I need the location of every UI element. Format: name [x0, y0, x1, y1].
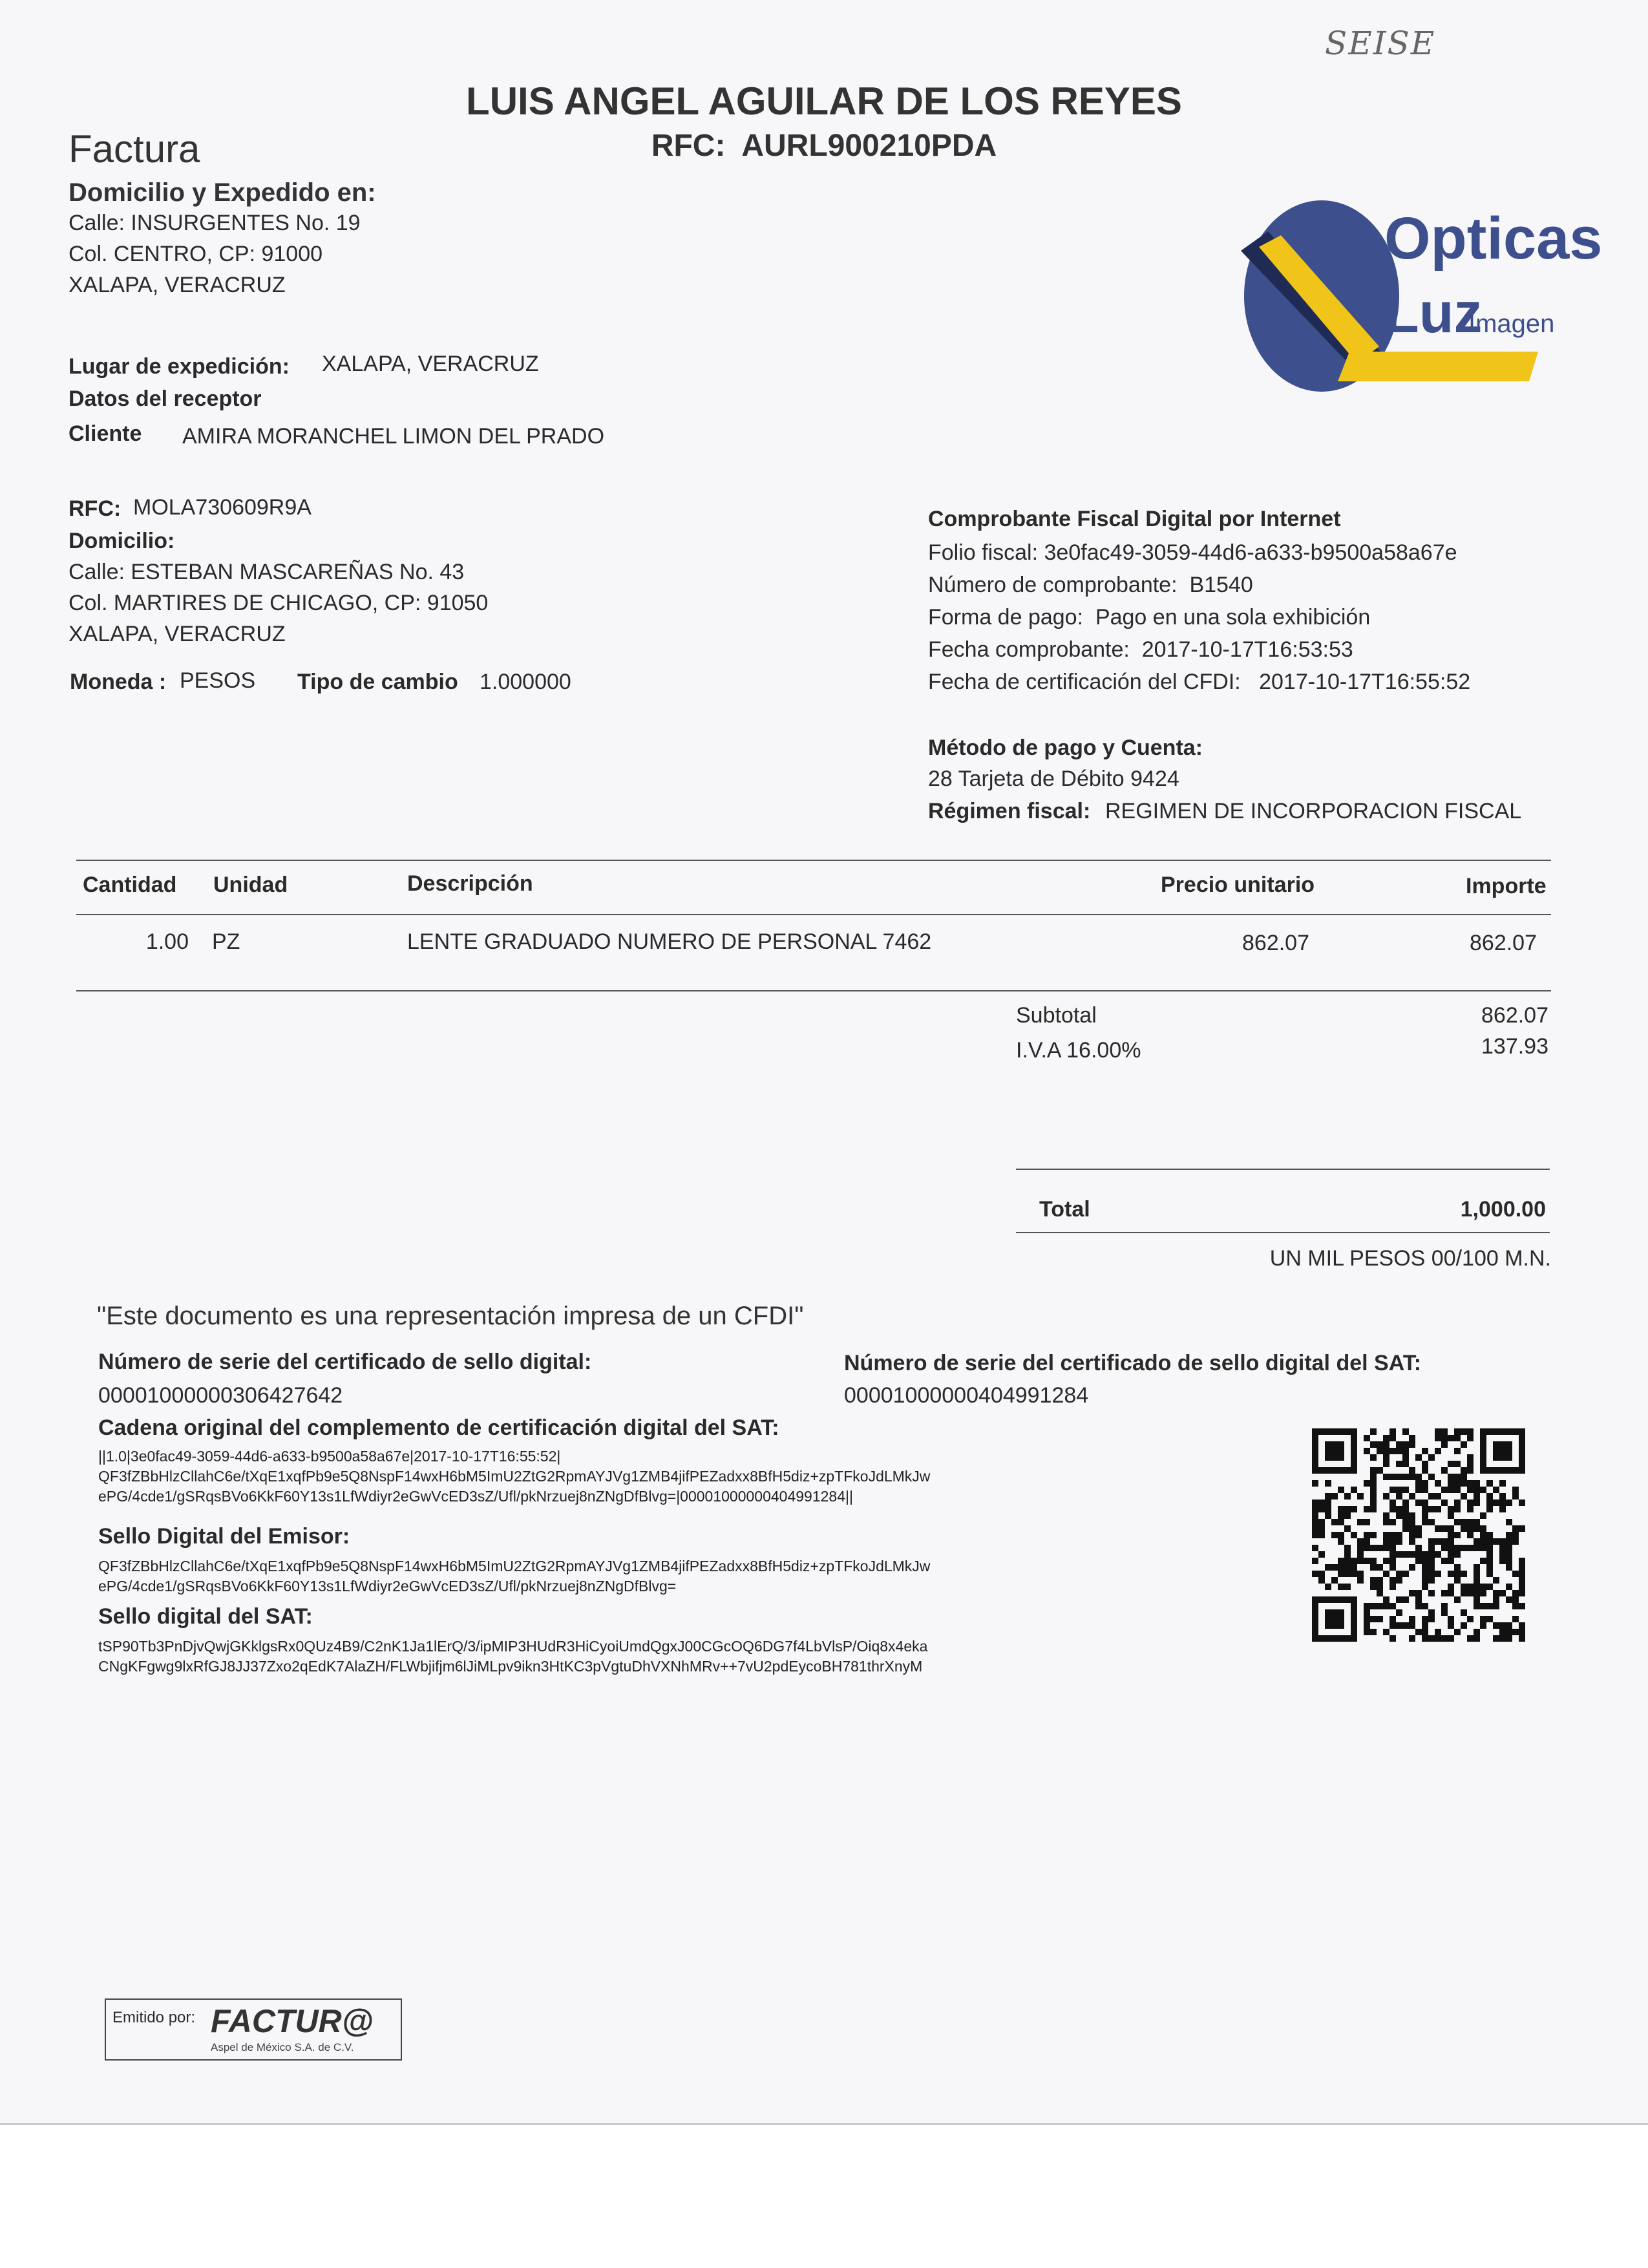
emitido-label: Emitido por:: [112, 2009, 196, 2026]
serie-sat-value: 00001000000404991284: [844, 1383, 1089, 1408]
fecha-comprobante: Fecha comprobante: 2017-10-17T16:53:53: [928, 637, 1353, 662]
forma-pago: Forma de pago: Pago en una sola exhibición: [928, 605, 1371, 630]
emitido-por-badge: [105, 1998, 402, 2061]
issuer-street: Calle: INSURGENTES No. 19: [69, 211, 361, 235]
table-bottom-rule: [76, 990, 1551, 991]
receptor-city: XALAPA, VERACRUZ: [69, 622, 286, 646]
table-top-rule: [76, 860, 1551, 861]
importe-letra: UN MIL PESOS 00/100 M.N.: [1269, 1246, 1551, 1271]
numero-comprobante: Número de comprobante: B1540: [928, 573, 1253, 597]
cliente-label: Cliente: [69, 421, 142, 446]
logo-word-opticas: Opticas: [1384, 206, 1603, 271]
receptor-rfc: MOLA730609R9A: [133, 495, 312, 520]
logo-word-imagen: Imagen: [1468, 310, 1555, 338]
total-top-rule: [1016, 1169, 1550, 1170]
col-descripcion: Descripción: [407, 871, 533, 896]
row-precio: 862.07: [1242, 931, 1309, 955]
scan-edge: [0, 2123, 1648, 2125]
folio-fiscal: Folio fiscal: 3e0fac49-3059-44d6-a633-b9500a58a67e: [928, 540, 1457, 565]
opticas-luz-logo: [1241, 194, 1603, 401]
subtotal-value: 862.07: [1481, 1003, 1548, 1028]
regimen-label: Régimen fiscal:: [928, 799, 1091, 823]
total-value: 1,000.00: [1460, 1197, 1546, 1222]
tipo-cambio-value: 1.000000: [480, 670, 571, 694]
lugar-label: Lugar de expedición:: [69, 354, 290, 379]
row-descripcion: LENTE GRADUADO NUMERO DE PERSONAL 7462: [407, 929, 932, 954]
cfdi-heading: Comprobante Fiscal Digital por Internet: [928, 507, 1341, 531]
sello-sat-label: Sello digital del SAT:: [98, 1604, 313, 1629]
serie-label: Número de serie del certificado de sello digital:: [98, 1350, 592, 1374]
issuer-rfc: RFC: AURL900210PDA: [651, 129, 997, 163]
facture-brand: FACTUR@: [211, 2003, 374, 2039]
logo-word-luz: Luz: [1384, 281, 1483, 344]
iva-value: 137.93: [1481, 1034, 1548, 1059]
sello-emisor-line: QF3fZBbHlzCllahC6e/tXqE1xqfPb9e5Q8NspF14wxH6bM5ImU2ZtG2RpmAYJVg1ZMB4jifPEZadxx8BfH5diz+zpTFkoJdLMkJw: [98, 1558, 931, 1574]
cadena-line: QF3fZBbHlzCllahC6e/tXqE1xqfPb9e5Q8NspF14wxH6bM5ImU2ZtG2RpmAYJVg1ZMB4jifPEZadxx8BfH5diz+zpTFkoJdLMkJw: [98, 1468, 931, 1485]
handwritten-note: SEISE: [1325, 25, 1436, 62]
sello-emisor-line: ePG/4cde1/gSRqsBVo6KkF60Y13s1LfWdiyr2eGwVcED3sZ/Ufl/pkNrzuej8nZNgDfBlvg=: [98, 1578, 677, 1595]
cadena-line: ||1.0|3e0fac49-3059-44d6-a633-b9500a58a67e|2017-10-17T16:55:52|: [98, 1448, 561, 1465]
iva-label: I.V.A 16.00%: [1016, 1038, 1141, 1063]
col-importe: Importe: [1466, 874, 1547, 898]
receptor-heading: Datos del receptor: [69, 387, 262, 411]
receptor-colonia: Col. MARTIRES DE CHICAGO, CP: 91050: [69, 591, 489, 615]
moneda-value: PESOS: [180, 668, 256, 693]
issuer-colonia: Col. CENTRO, CP: 91000: [69, 242, 323, 266]
metodo-heading: Método de pago y Cuenta:: [928, 736, 1203, 760]
issuer-name: LUIS ANGEL AGUILAR DE LOS REYES: [466, 79, 1182, 123]
row-importe: 862.07: [1470, 931, 1537, 955]
serie-value: 00001000000306427642: [98, 1383, 343, 1408]
metodo-value: 28 Tarjeta de Débito 9424: [928, 767, 1179, 791]
col-unidad: Unidad: [213, 873, 288, 897]
row-unidad: PZ: [212, 929, 240, 954]
cliente-name: AMIRA MORANCHEL LIMON DEL PRADO: [182, 424, 605, 449]
total-label: Total: [1039, 1197, 1090, 1222]
regimen-value: REGIMEN DE INCORPORACION FISCAL: [1105, 799, 1522, 823]
receptor-domicilio-label: Domicilio:: [69, 529, 175, 553]
receptor-rfc-label: RFC:: [69, 496, 121, 521]
sello-sat-line: tSP90Tb3PnDjvQwjGKklgsRx0QUz4B9/C2nK1Ja1lErQ/3/ipMIP3HUdR3HiCyoiUmdQgxJ00CGcOQ6DG7f4LbVlsP/Oiq8x4eka: [98, 1638, 928, 1655]
receptor-street: Calle: ESTEBAN MASCAREÑAS No. 43: [69, 560, 465, 584]
fecha-certificacion: Fecha de certificación del CFDI: 2017-10-17T16:55:52: [928, 670, 1471, 694]
lugar-value: XALAPA, VERACRUZ: [322, 352, 539, 376]
col-cantidad: Cantidad: [83, 873, 177, 897]
table-header-rule: [76, 914, 1551, 915]
tipo-cambio-label: Tipo de cambio: [297, 670, 458, 694]
logo-bar-yellow: [1338, 352, 1538, 381]
issuer-city: XALAPA, VERACRUZ: [69, 273, 286, 297]
representacion-impresa: "Este documento es una representación impresa de un CFDI": [97, 1302, 804, 1330]
cadena-line: ePG/4cde1/gSRqsBVo6KkF60Y13s1LfWdiyr2eGwVcED3sZ/Ufl/pkNrzuej8nZNgDfBlvg=|00001000000404991284||: [98, 1488, 853, 1505]
aspel-name: Aspel de México S.A. de C.V.: [211, 2041, 354, 2053]
moneda-label: Moneda :: [70, 670, 167, 694]
document-type: Factura: [69, 127, 200, 171]
serie-sat-label: Número de serie del certificado de sello digital del SAT:: [844, 1351, 1422, 1375]
total-bottom-rule: [1016, 1232, 1550, 1233]
qr-code: [1312, 1428, 1525, 1642]
sello-sat-line: CNgKFgwg9lxRfGJ8JJ37Zxo2qEdK7AlaZH/FLWbjifjm6lJiMLpv9ikn3HtKC3pVgtuDhVXNhMRv++7vU2pdEycoBH781thrXnyM: [98, 1658, 923, 1675]
row-cantidad: 1.00: [145, 929, 189, 954]
subtotal-label: Subtotal: [1016, 1003, 1097, 1028]
domicilio-heading: Domicilio y Expedido en:: [69, 178, 376, 207]
sello-emisor-label: Sello Digital del Emisor:: [98, 1524, 350, 1549]
cadena-label: Cadena original del complemento de certificación digital del SAT:: [98, 1415, 779, 1440]
col-precio: Precio unitario: [1161, 873, 1315, 897]
